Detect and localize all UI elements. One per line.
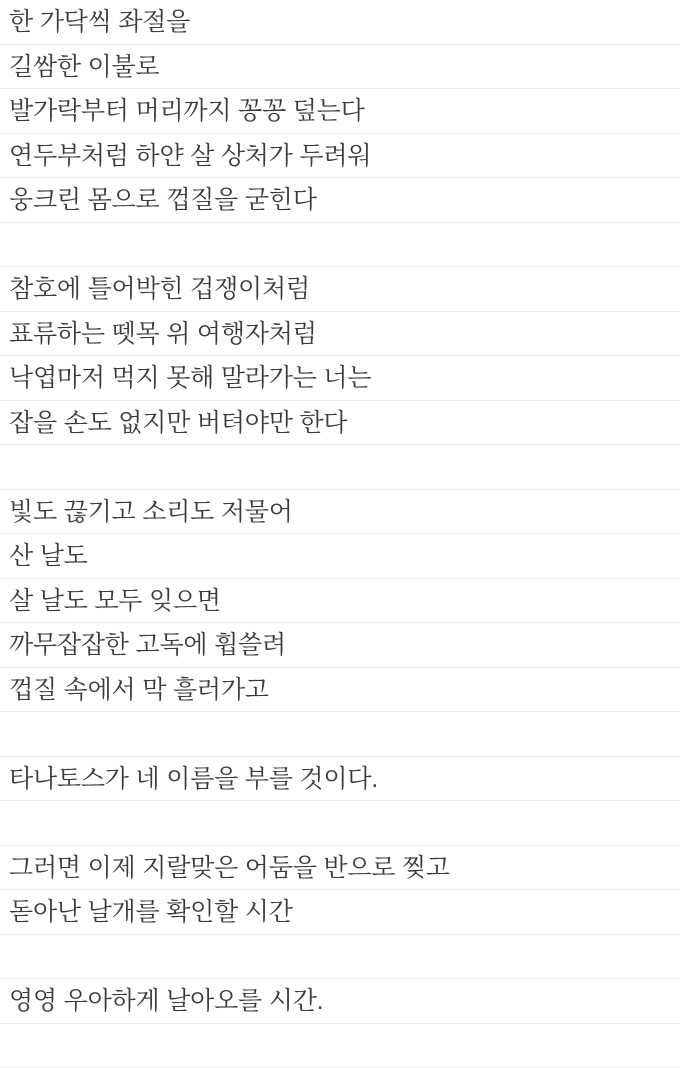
text-line: 발가락부터 머리까지 꽁꽁 덮는다	[0, 89, 680, 134]
text-line: 껍질 속에서 막 흘러가고	[0, 668, 680, 713]
text-line: 연두부처럼 하얀 살 상처가 두려워	[0, 134, 680, 179]
text-line: 낙엽마저 먹지 못해 말라가는 너는	[0, 356, 680, 401]
blank-line	[0, 445, 680, 490]
text-line: 웅크린 몸으로 껍질을 굳힌다	[0, 178, 680, 223]
text-line: 영영 우아하게 날아오를 시간.	[0, 979, 680, 1024]
text-line: 돋아난 날개를 확인할 시간	[0, 890, 680, 935]
text-line: 잡을 손도 없지만 버텨야만 한다	[0, 401, 680, 446]
text-line: 한 가닥씩 좌절을	[0, 0, 680, 45]
text-line: 살 날도 모두 잊으면	[0, 579, 680, 624]
blank-line	[0, 223, 680, 268]
blank-line	[0, 712, 680, 757]
text-line: 빛도 끊기고 소리도 저물어	[0, 490, 680, 535]
text-line: 그러면 이제 지랄맞은 어둠을 반으로 찢고	[0, 846, 680, 891]
blank-line	[0, 935, 680, 980]
text-line: 까무잡잡한 고독에 휩쓸려	[0, 623, 680, 668]
blank-line	[0, 1024, 680, 1068]
text-line: 산 날도	[0, 534, 680, 579]
text-line: 표류하는 뗏목 위 여행자처럼	[0, 312, 680, 357]
text-line: 길쌈한 이불로	[0, 45, 680, 90]
blank-line	[0, 801, 680, 846]
text-line: 참호에 틀어박힌 겁쟁이처럼	[0, 267, 680, 312]
text-line: 타나토스가 네 이름을 부를 것이다.	[0, 757, 680, 802]
